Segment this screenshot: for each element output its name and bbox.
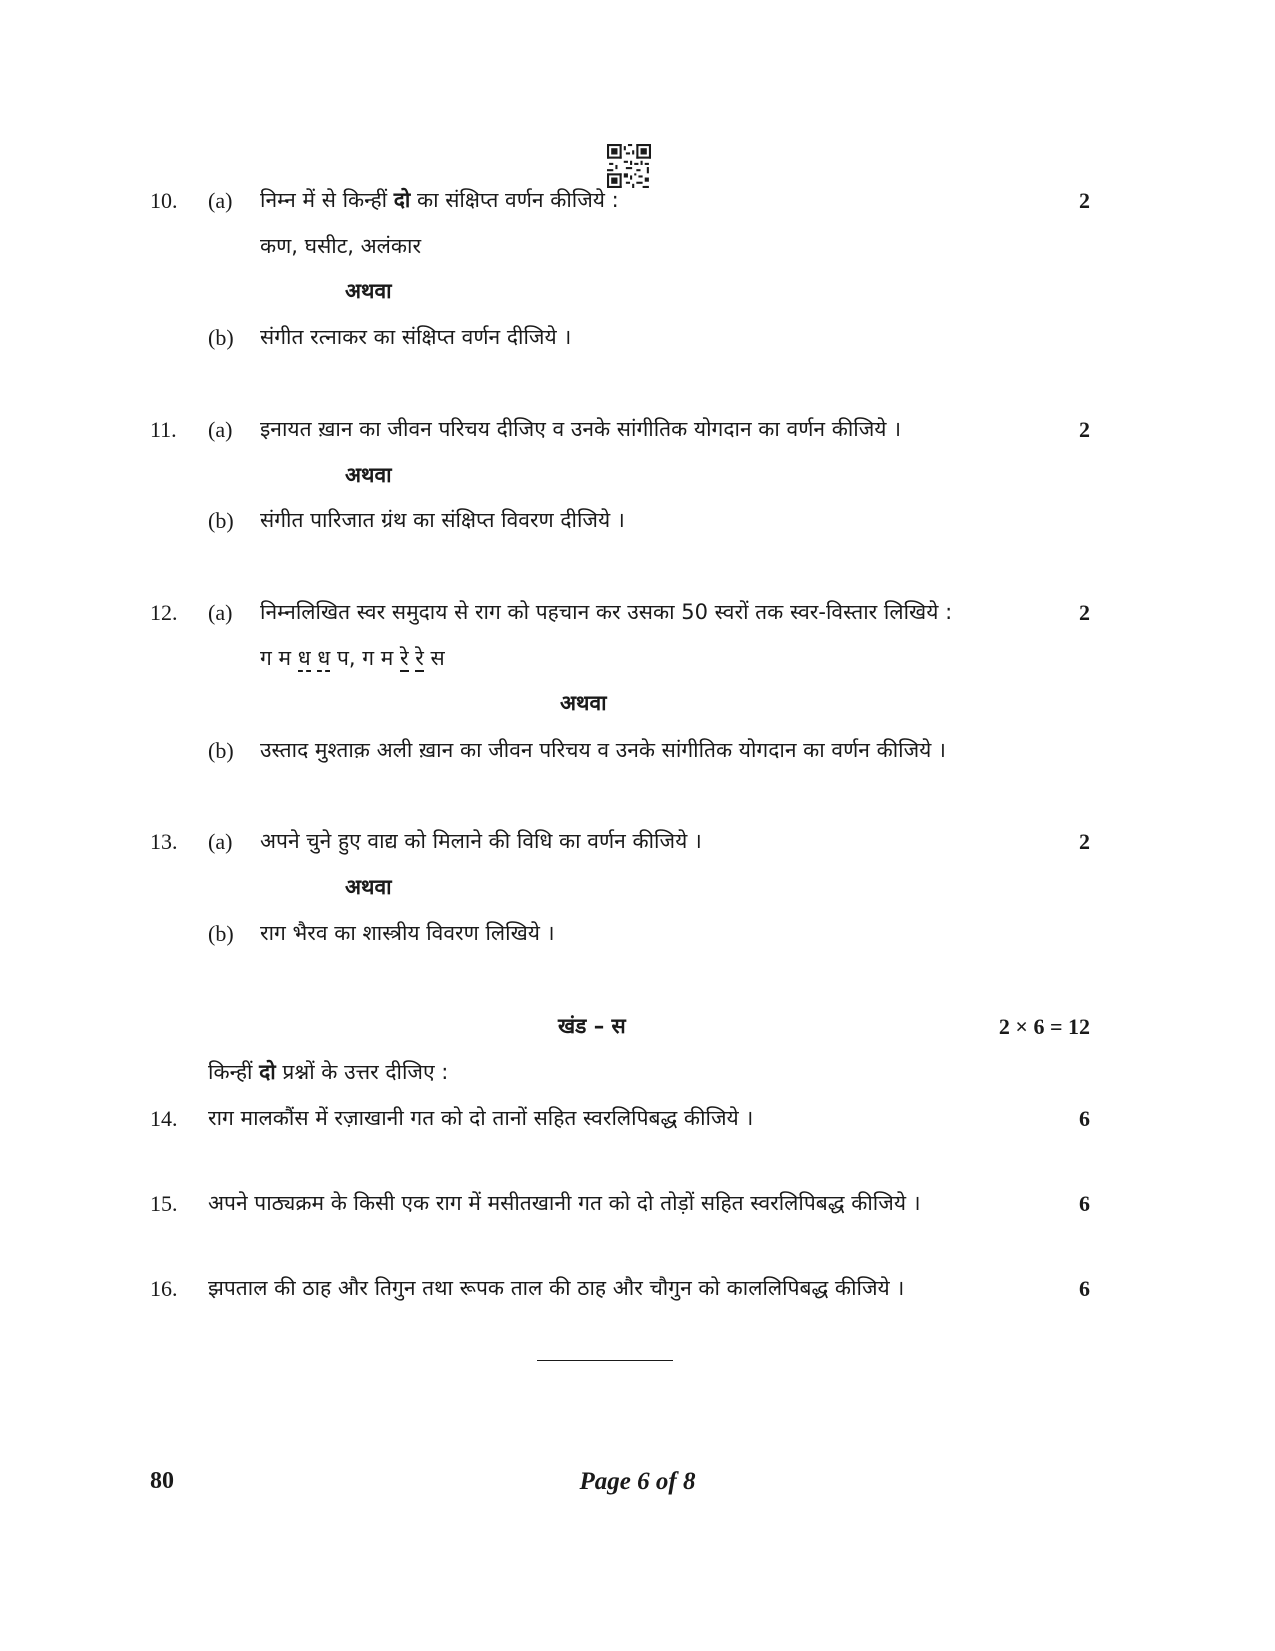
section-instruction: किन्हीं दो प्रश्नों के उत्तर दीजिए : bbox=[208, 1060, 449, 1084]
qr-code-icon bbox=[607, 144, 651, 188]
question-number: 16. bbox=[150, 1276, 178, 1301]
question-text: अपने पाठ्यक्रम के किसी एक राग में मसीतखानी गत को दो तोड़ों सहित स्वरलिपिबद्ध कीजिये । bbox=[208, 1191, 921, 1215]
question-text: संगीत पारिजात ग्रंथ का संक्षिप्त विवरण दीजिये । bbox=[260, 508, 625, 532]
marks: 2 bbox=[1079, 188, 1090, 213]
end-rule bbox=[537, 1360, 673, 1361]
marks: 2 bbox=[1079, 829, 1090, 854]
question-text-line2: कण, घसीट, अलंकार bbox=[260, 234, 422, 258]
marks: 2 bbox=[1079, 600, 1090, 625]
marks: 6 bbox=[1079, 1276, 1090, 1301]
part-b-label: (b) bbox=[208, 325, 234, 350]
part-b-label: (b) bbox=[208, 921, 234, 946]
part-a-label: (a) bbox=[208, 188, 233, 213]
swar-notation: ग म ध ध प, ग म रे रे स bbox=[260, 646, 445, 670]
question-number: 15. bbox=[150, 1191, 178, 1216]
part-b-label: (b) bbox=[208, 508, 234, 533]
section-marks: 2 × 6 = 12 bbox=[998, 1014, 1090, 1039]
question-text: उस्ताद मुश्ताक़ अली ख़ान का जीवन परिचय व उनके सांगीतिक योगदान का वर्णन कीजिये । bbox=[260, 738, 946, 762]
part-a-label: (a) bbox=[208, 417, 233, 442]
question-text: राग भैरव का शास्त्रीय विवरण लिखिये । bbox=[260, 921, 555, 945]
paper-code: 80 bbox=[150, 1468, 174, 1494]
question-number: 14. bbox=[150, 1106, 178, 1131]
or-label: अथवा bbox=[345, 463, 392, 487]
marks: 6 bbox=[1079, 1106, 1090, 1131]
question-number: 11. bbox=[150, 417, 177, 442]
part-a-label: (a) bbox=[208, 829, 233, 854]
question-text: निम्न में से किन्हीं दो का संक्षिप्त वर्णन कीजिये : bbox=[260, 188, 619, 212]
or-label: अथवा bbox=[560, 691, 607, 715]
question-text: निम्नलिखित स्वर समुदाय से राग को पहचान कर उसका 50 स्वरों तक स्वर-विस्तार लिखिये : bbox=[260, 600, 953, 624]
part-a-label: (a) bbox=[208, 600, 233, 625]
question-text: झपताल की ठाह और तिगुन तथा रूपक ताल की ठाह और चौगुन को काललिपिबद्ध कीजिये । bbox=[208, 1276, 905, 1300]
question-number: 13. bbox=[150, 829, 178, 854]
or-label: अथवा bbox=[345, 875, 392, 899]
part-b-label: (b) bbox=[208, 738, 234, 763]
or-label: अथवा bbox=[345, 279, 392, 303]
question-number: 10. bbox=[150, 188, 178, 213]
question-text: अपने चुने हुए वाद्य को मिलाने की विधि का वर्णन कीजिये । bbox=[260, 829, 702, 853]
section-title: खंड – स bbox=[558, 1014, 626, 1038]
question-text: संगीत रत्नाकर का संक्षिप्त वर्णन दीजिये । bbox=[260, 325, 572, 349]
question-text: इनायत ख़ान का जीवन परिचय दीजिए व उनके सांगीतिक योगदान का वर्णन कीजिये । bbox=[260, 417, 902, 441]
marks: 2 bbox=[1079, 417, 1090, 442]
question-number: 12. bbox=[150, 600, 178, 625]
marks: 6 bbox=[1079, 1191, 1090, 1216]
question-text: राग मालकौंस में रज़ाखानी गत को दो तानों सहित स्वरलिपिबद्ध कीजिये । bbox=[208, 1106, 754, 1130]
page-number: Page 6 of 8 bbox=[579, 1468, 696, 1495]
